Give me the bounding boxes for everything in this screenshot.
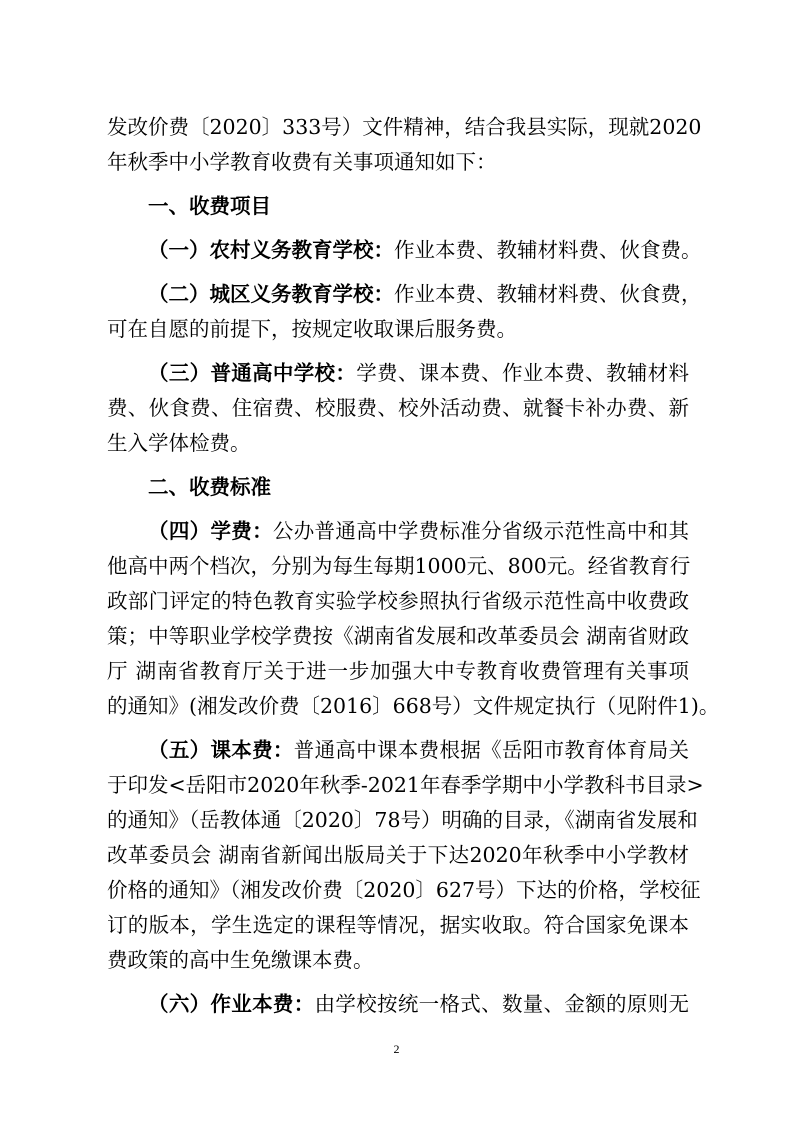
- text-line: 政部门评定的特色教育实验学校参照执行省级示范性高中收费政: [107, 589, 689, 613]
- item-text: 由学校按统一格式、数量、金额的原则无: [314, 992, 690, 1016]
- section-heading-fee-items: [107, 189, 689, 224]
- text-line: 发改价费〔2020〕333号）文件精神，结合我县实际，现就2020: [107, 115, 702, 139]
- text-line: 厅 湖南省教育厅关于进一步加强大中专教育收费管理有关事项: [107, 659, 689, 683]
- item-lead: （四）学费：: [148, 519, 273, 543]
- item-text: 普通高中课本费根据《岳阳市教育体育局关: [293, 738, 690, 762]
- item-lead: （二）城区义务教育学校：: [148, 282, 394, 306]
- item-lead: （六）作业本费：: [148, 992, 315, 1016]
- item-lead: （五）课本费：: [148, 738, 294, 762]
- paragraph-urban-compulsory: [107, 277, 702, 347]
- section-heading-fee-standards: [107, 470, 689, 505]
- paragraph-intro: [107, 110, 702, 180]
- text-line: 生入学体检费。: [107, 431, 251, 455]
- text-line: 订的版本，学生选定的课程等情况，据实收取。符合国家免课本: [107, 913, 689, 937]
- paragraph-textbook-fee: [107, 733, 704, 978]
- text-line: [107, 277, 702, 312]
- text-line: [107, 514, 689, 549]
- item-text: 作业本费、教辅材料费、伙食费。: [394, 238, 702, 262]
- document-body: [107, 110, 720, 1022]
- paragraph-rural-compulsory: [107, 233, 702, 268]
- text-line: 费政策的高中生免缴课本费。: [107, 948, 374, 972]
- item-text: 作业本费、教辅材料费、伙食费，: [394, 282, 702, 306]
- heading-text: 二、收费标准: [148, 475, 271, 499]
- text-line: 可在自愿的前提下，按规定收取课后服务费。: [107, 317, 517, 341]
- item-lead: （三）普通高中学校：: [148, 361, 357, 385]
- item-text: 学费、课本费、作业本费、教辅材料: [356, 361, 690, 385]
- text-line: [107, 733, 689, 768]
- text-line: [107, 356, 689, 391]
- page-number: 2: [393, 1042, 400, 1056]
- text-line: 的通知》(湘发改价费〔2016〕668号）文件规定执行（见附件1)。: [107, 694, 720, 718]
- text-line: 他高中两个档次，分别为每生每期1000元、800元。经省教育行: [107, 554, 691, 578]
- text-line: 的通知》（岳教体通〔2020〕78号）明确的目录，《湖南省发展和: [107, 808, 698, 832]
- text-line: 价格的通知》（湘发改价费〔2020〕627号）下达的价格，学校征: [107, 878, 701, 902]
- item-text: 公办普通高中学费标准分省级示范性高中和其: [272, 519, 690, 543]
- text-line: [107, 233, 702, 268]
- paragraph-tuition: [107, 514, 720, 724]
- text-line: [107, 987, 689, 1022]
- text-line: 策；中等职业学校学费按《湖南省发展和改革委员会 湖南省财政: [107, 624, 689, 648]
- heading-text: 一、收费项目: [148, 194, 271, 218]
- text-line: 年秋季中小学教育收费有关事项通知如下：: [107, 150, 497, 174]
- item-lead: （一）农村义务教育学校：: [148, 238, 394, 262]
- paragraph-high-school: [107, 356, 689, 461]
- text-line: 改革委员会 湖南省新闻出版局关于下达2020年秋季中小学教材: [107, 843, 689, 867]
- paragraph-exercise-book-fee: [107, 987, 689, 1022]
- text-line: 费、伙食费、住宿费、校服费、校外活动费、就餐卡补办费、新: [107, 396, 689, 420]
- text-line: 于印发<岳阳市2020年秋季-2021年春季学期中小学教科书目录>: [107, 773, 704, 797]
